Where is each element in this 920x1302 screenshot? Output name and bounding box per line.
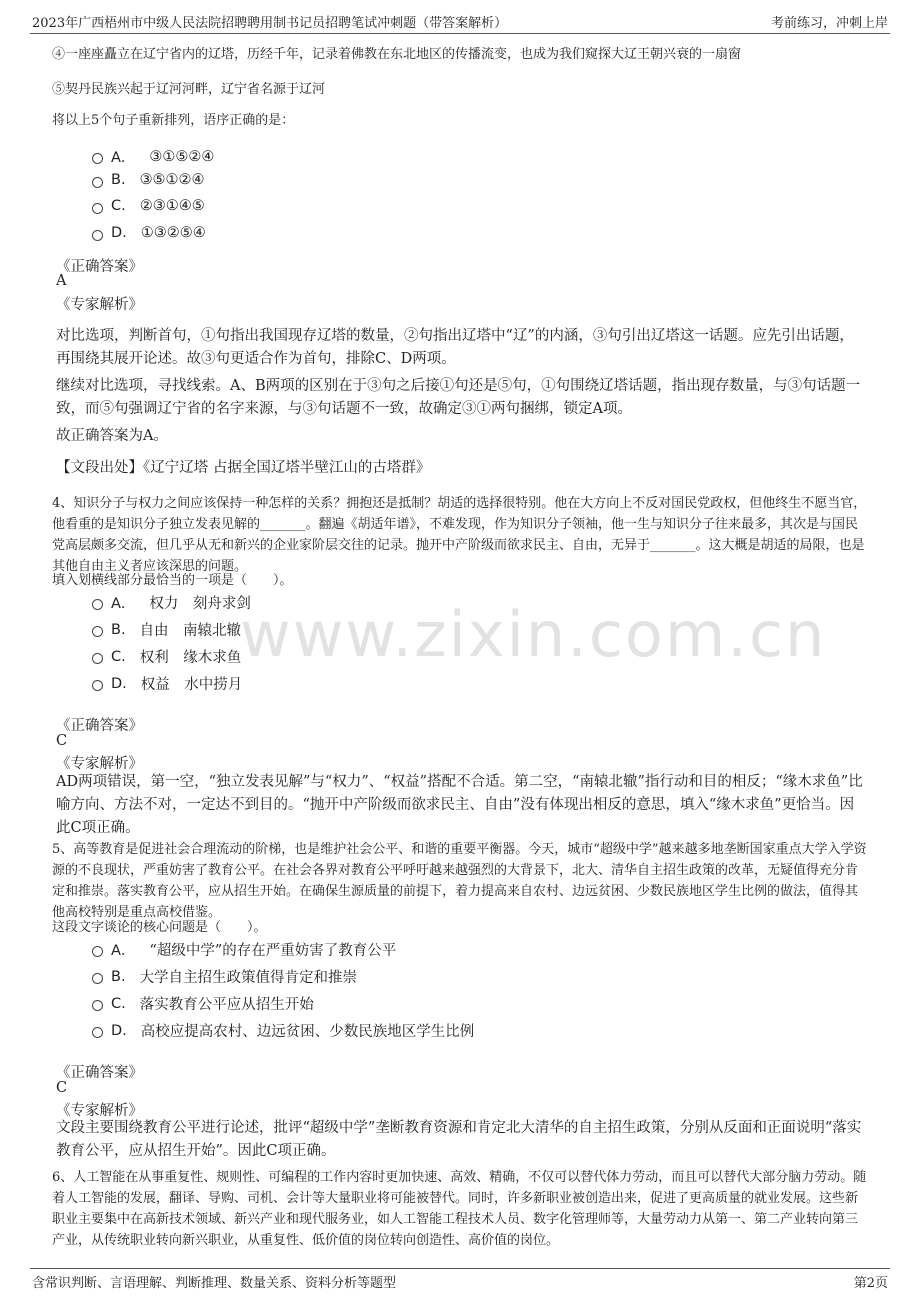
header-slogan: 考前练习，冲刺上岸 [770, 16, 888, 31]
answer-label: 《正确答案》 [56, 1065, 143, 1081]
q5-option-a[interactable]: A． “超级中学”的存在严重妨害了教育公平 [92, 939, 396, 960]
radio-icon[interactable] [92, 680, 103, 691]
q3-option-d[interactable]: D. ①③②⑤④ [92, 225, 206, 241]
radio-icon[interactable] [92, 946, 103, 957]
q4-option-a[interactable]: A． 权力 刻舟求剑 [92, 592, 251, 613]
footer-note: 含常识判断、言语理解、判断推理、数量关系、资料分析等题型 [32, 1276, 397, 1291]
sentence-4: ④一座座矗立在辽宁省内的辽塔，历经千年，记录着佛教在东北地区的传播流变，也成为我们窥探大辽王朝兴衰的一扇窗 [52, 47, 742, 62]
analysis-paragraph: AD两项错误，第一空，“独立发表见解”与“权力”、“权益”搭配不合适。第二空，“南辕北辙”指行动和目的相反；“缘木求鱼”比喻方向、方法不对，一定达不到目的。“抛开中产阶级而欲求民主、自由”没有体现出相反的意思，填入“缘木求鱼”更恰当。因此C项正确。 [56, 774, 863, 836]
q4-option-c[interactable]: C. 权利 缘木求鱼 [92, 646, 241, 667]
answer-value: C [56, 1080, 68, 1096]
analysis-paragraph: 继续对比选项，寻找线索。A、B两项的区别在于③句之后接①句还是⑤句，①句围绕辽塔话题，指出现存数量，与③句话题一致，而⑤句强调辽宁省的名字来源，与③句话题不一致，故确定③①两句捆绑，锁定A项。 [56, 378, 861, 417]
radio-icon[interactable] [92, 653, 103, 664]
radio-icon[interactable] [92, 599, 103, 610]
radio-icon[interactable] [92, 203, 103, 214]
footer-divider [30, 1268, 890, 1269]
answer-label: 《正确答案》 [56, 718, 143, 734]
q4-option-b[interactable]: B. 自由 南辕北辙 [92, 619, 241, 640]
radio-icon[interactable] [92, 153, 103, 164]
q5-option-c[interactable]: C. 落实教育公平应从招生开始 [92, 993, 314, 1014]
q3-option-b[interactable]: B. ③⑤①②④ [92, 172, 205, 188]
analysis-label: 《专家解析》 [56, 756, 143, 772]
source-citation: 【文段出处】《辽宁辽塔 占据全国辽塔半壁江山的古塔群》 [56, 460, 431, 476]
question-4-prompt: 填入划横线部分最恰当的一项是（ ）。 [52, 573, 293, 588]
radio-icon[interactable] [92, 973, 103, 984]
radio-icon[interactable] [92, 626, 103, 637]
answer-value: A [56, 273, 67, 289]
answer-value: C [56, 733, 68, 749]
question-5-stem: 5、高等教育是促进社会合理流动的阶梯，也是维护社会公平、和谐的重要平衡器。今天，城市“超级中学”越来越多地垄断国家重点大学入学资源的不良现状，严重妨害了教育公平。在社会各界对教育公平呼吁越来越强烈的大背景下，北大、清华自主招生政策的改革，无疑值得充分肯定和推崇。落实教育公平，应从招生开始。在确保生源质量的前提下，着力提高来自农村、边远贫困、少数民族地区学生比例的做法，值得其他高校特别是重点高校借鉴。 [52, 842, 867, 920]
q3-option-a[interactable]: A． ③①⑤②④ [92, 146, 214, 167]
question-5-prompt: 这段文字谈论的核心问题是（ ）。 [52, 920, 267, 935]
analysis-conclusion: 故正确答案为A。 [56, 428, 168, 444]
radio-icon[interactable] [92, 177, 103, 188]
question-prompt: 将以上5个句子重新排列，语序正确的是： [52, 113, 295, 128]
analysis-label: 《专家解析》 [56, 1103, 143, 1119]
watermark: www.zixin.com.cn [240, 598, 827, 671]
q3-option-c[interactable]: C. ②③①④⑤ [92, 198, 205, 214]
q4-option-d[interactable]: D. 权益 水中捞月 [92, 673, 242, 694]
radio-icon[interactable] [92, 1027, 103, 1038]
q5-option-d[interactable]: D. 高校应提高农村、边远贫困、少数民族地区学生比例 [92, 1020, 474, 1041]
page-number: 第2页 [853, 1276, 888, 1291]
radio-icon[interactable] [92, 230, 103, 241]
radio-icon[interactable] [92, 1000, 103, 1011]
answer-label: 《正确答案》 [56, 259, 143, 275]
analysis-paragraph: 对比选项，判断首句，①句指出我国现存辽塔的数量，②句指出辽塔中“辽”的内涵，③句引出辽塔这一话题。应先引出话题，再围绕其展开论述。故③句更适合作为首句，排除C、D两项。 [56, 328, 854, 367]
analysis-label: 《专家解析》 [56, 297, 143, 313]
sentence-5: ⑤契丹民族兴起于辽河河畔，辽宁省名源于辽河 [52, 82, 326, 97]
question-4-stem: 4、知识分子与权力之间应该保持一种怎样的关系？拥抱还是抵制？胡适的选择很特别。他在大方向上不反对国民党政权，但他终生不愿当官，他看重的是知识分子独立发表见解的_______。翻遍《胡适年谱》，不难发现，作为知识分子领袖，他一生与知识分子往来最多，其次是与国民党高层颇多交流，但几乎从无和新兴的企业家阶层交往的记录。抛开中产阶级而欲求民主、自由，无异于_______。这大概是胡适的局限，也是其他自由主义者应该深思的问题。 [52, 496, 867, 574]
q5-option-b[interactable]: B. 大学自主招生政策值得肯定和推崇 [92, 966, 357, 987]
question-6-stem: 6、人工智能在从事重复性、规则性、可编程的工作内容时更加快速、高效、精确，不仅可以替代体力劳动，而且可以替代大部分脑力劳动。随着人工智能的发展，翻译、导购、司机、会计等大量职业将可能被替代。同时，许多新职业被创造出来，促进了更高质量的就业发展。这些新职业主要集中在高新技术领域、新兴产业和现代服务业，如人工智能工程技术人员、数字化管理师等，大量劳动力从第一、第二产业转向第三产业，从传统职业转向新兴职业，从重复性、低价值的岗位转向创造性、高价值的岗位。 [52, 1170, 867, 1248]
header-divider [30, 33, 890, 34]
document-title: 2023年广西梧州市中级人民法院招聘聘用制书记员招聘笔试冲刺题（带答案解析） [32, 16, 508, 31]
analysis-paragraph: 文段主要围绕教育公平进行论述，批评“超级中学”垄断教育资源和肯定北大清华的自主招生政策，分别从反面和正面说明“落实教育公平，应从招生开始”。因此C项正确。 [56, 1120, 862, 1159]
